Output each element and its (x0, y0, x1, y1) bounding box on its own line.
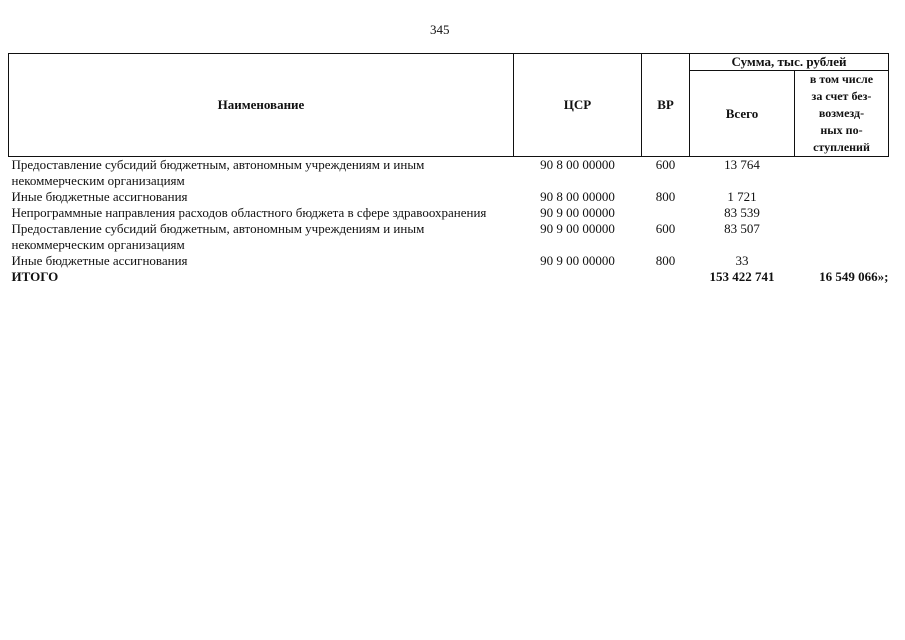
page-number: 345 (430, 22, 450, 37)
header-grant-line: в том числе (809, 72, 874, 86)
row-vr: 600 (655, 221, 676, 236)
row-csr: 90 8 00 00000 (540, 157, 615, 172)
row-vr: 800 (655, 189, 676, 204)
row-vr: 800 (655, 253, 676, 268)
total-csr-empty (514, 269, 642, 285)
row-grant (795, 221, 889, 253)
header-total: Всего (690, 71, 795, 157)
row-total: 83 507 (724, 221, 760, 236)
total-label: ИТОГО (11, 269, 59, 284)
table-header (9, 54, 889, 157)
row-grant (795, 157, 889, 190)
table-body (9, 157, 889, 286)
header-grant-line: ных по- (820, 123, 863, 137)
header-sum: Сумма, тыс. рублей (690, 54, 889, 71)
row-vr (642, 205, 690, 221)
table-row (9, 189, 889, 205)
row-grant (795, 205, 889, 221)
row-name: Предоставление субсидий бюджетным, автономным учреждениям и иным некоммерческим организациям (11, 157, 425, 188)
total-vr-empty (642, 269, 690, 285)
row-csr: 90 9 00 00000 (540, 205, 615, 220)
row-name: Непрограммные направления расходов областного бюджета в сфере здравоохранения (11, 205, 487, 220)
table-row (9, 221, 889, 253)
total-sum: 153 422 741 (709, 269, 775, 284)
row-name: Предоставление субсидий бюджетным, автономным учреждениям и иным некоммерческим организациям (11, 221, 425, 252)
row-grant (795, 189, 889, 205)
row-name: Иные бюджетные ассигнования (11, 253, 188, 268)
row-csr: 90 9 00 00000 (540, 253, 615, 268)
header-grant-line: ступлений (813, 140, 870, 154)
row-total: 83 539 (724, 205, 760, 220)
header-grant-line: возмезд- (818, 106, 865, 120)
table-row (9, 253, 889, 269)
row-name: Иные бюджетные ассигнования (11, 189, 188, 204)
header-vr: ВР (642, 54, 690, 157)
row-csr: 90 9 00 00000 (540, 221, 615, 236)
row-total: 1 721 (727, 189, 757, 204)
row-total: 33 (735, 253, 749, 268)
header-name: Наименование (9, 54, 514, 157)
table-row (9, 205, 889, 221)
header-grant-line: за счет без- (811, 89, 872, 103)
header-grant (795, 71, 889, 157)
row-total: 13 764 (724, 157, 760, 172)
total-row (9, 269, 889, 285)
budget-table (8, 53, 889, 285)
row-vr: 600 (655, 157, 676, 172)
table-row (9, 157, 889, 190)
row-csr: 90 8 00 00000 (540, 189, 615, 204)
row-grant (795, 253, 889, 269)
budget-table-container (8, 53, 888, 285)
total-grant: 16 549 066»; (819, 269, 889, 284)
header-csr: ЦСР (514, 54, 642, 157)
